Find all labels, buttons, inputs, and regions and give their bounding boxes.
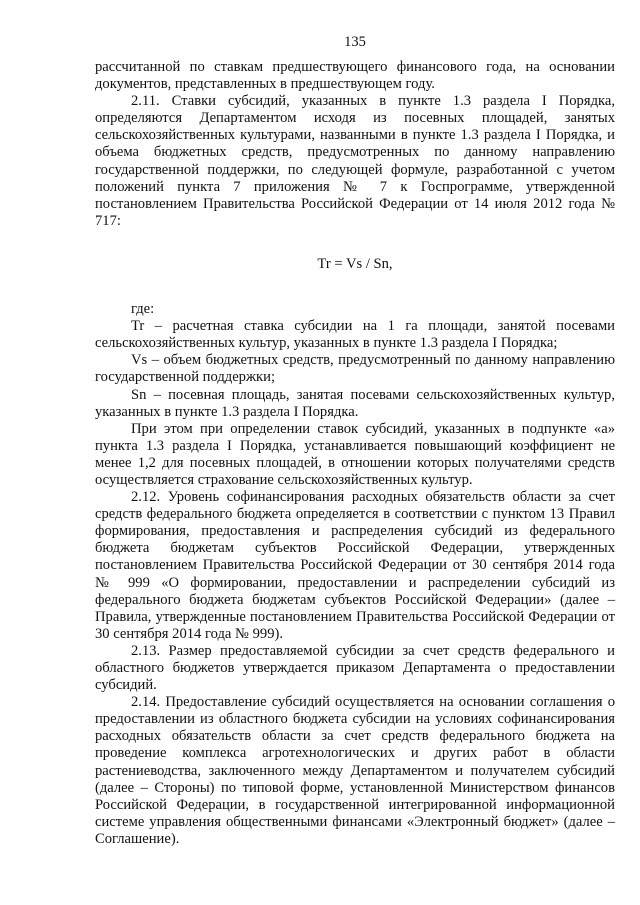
paragraph-where: где: <box>131 301 155 318</box>
definition-sn: Sn – посевная площадь, занятая посевами сельскохозяйственных культур, указанных в пункте 1.3 раздела I Порядка. <box>95 386 615 420</box>
paragraph-continuation: рассчитанной по ставкам предшествующего финансового года, на основании документов, представленных в предшествующем году. <box>95 59 615 93</box>
formula: Tr = Vs / Sn, <box>317 255 393 272</box>
definition-vs: Vs – объем бюджетных средств, предусмотренный по данному направлению государственной поддержки; <box>95 352 615 386</box>
document-page <box>95 0 615 905</box>
definition-tr: Tr – расчетная ставка субсидии на 1 га площади, занятой посевами сельскохозяйственных культур, указанных в пункте 1.3 раздела I Порядка; <box>95 318 615 352</box>
paragraph-2-13: 2.13. Размер предоставляемой субсидии за счет средств федерального и областного бюджетов утверждается приказом Департамента о предоставлении субсидий. <box>95 642 615 694</box>
paragraph-coefficient: При этом при определении ставок субсидий, указанных в подпункте «а» пункта 1.3 раздела I Порядка, устанавливается повышающий коэффициент не менее 1,2 для посевных площадей, в отношении которых получателями средств осуществляется страхование сельскохозяйственных культур. <box>95 420 615 488</box>
page-number: 135 <box>344 34 366 50</box>
paragraph-2-14: 2.14. Предоставление субсидий осуществляется на основании соглашения о предоставлении из областного бюджета субсидии на условиях софинансирования расходных обязательств области за счет средств федерального бюджета на проведение комплекса агротехнологических и других работ в области растениеводства, заключенного между Департаментом и получателем субсидий (далее – Стороны) по типовой форме, установленной Министерством финансов Российской Федерации, в государственной интегрированной информационной системе управления общественными финансами «Электронный бюджет» (далее – Соглашение). <box>95 694 615 847</box>
paragraph-2-12: 2.12. Уровень софинансирования расходных обязательств области за счет средств федерального бюджета определяется в соответствии с пунктом 13 Правил формирования, предоставления и распределения субсидий из федерального бюджета бюджетам субъектов Российской Федерации, утвержденных постановлением Правительства Российской Федерации от 30 сентября 2014 года № 999 «О формировании, предоставлении и распределении субсидий из федерального бюджета бюджетам субъектов Российской Федерации» (далее – Правила, утвержденные постановлением Правительства Российской Федерации от 30 сентября 2014 года № 999). <box>95 489 615 642</box>
paragraph-2-11: 2.11. Ставки субсидий, указанных в пункте 1.3 раздела I Порядка, определяются Департаментом исходя из посевных площадей, занятых сельскохозяйственных культурами, названными в пункте 1.3 раздела I Порядка, и объема бюджетных средств, предусмотренных по данному направлению государственной поддержки, по следующей формуле, разработанной с учетом положений пункта 7 приложения № 7 к Госпрограмме, утвержденной постановлением Правительства Российской Федерации от 14 июля 2012 года № 717: <box>95 93 615 229</box>
document-body <box>95 59 615 848</box>
